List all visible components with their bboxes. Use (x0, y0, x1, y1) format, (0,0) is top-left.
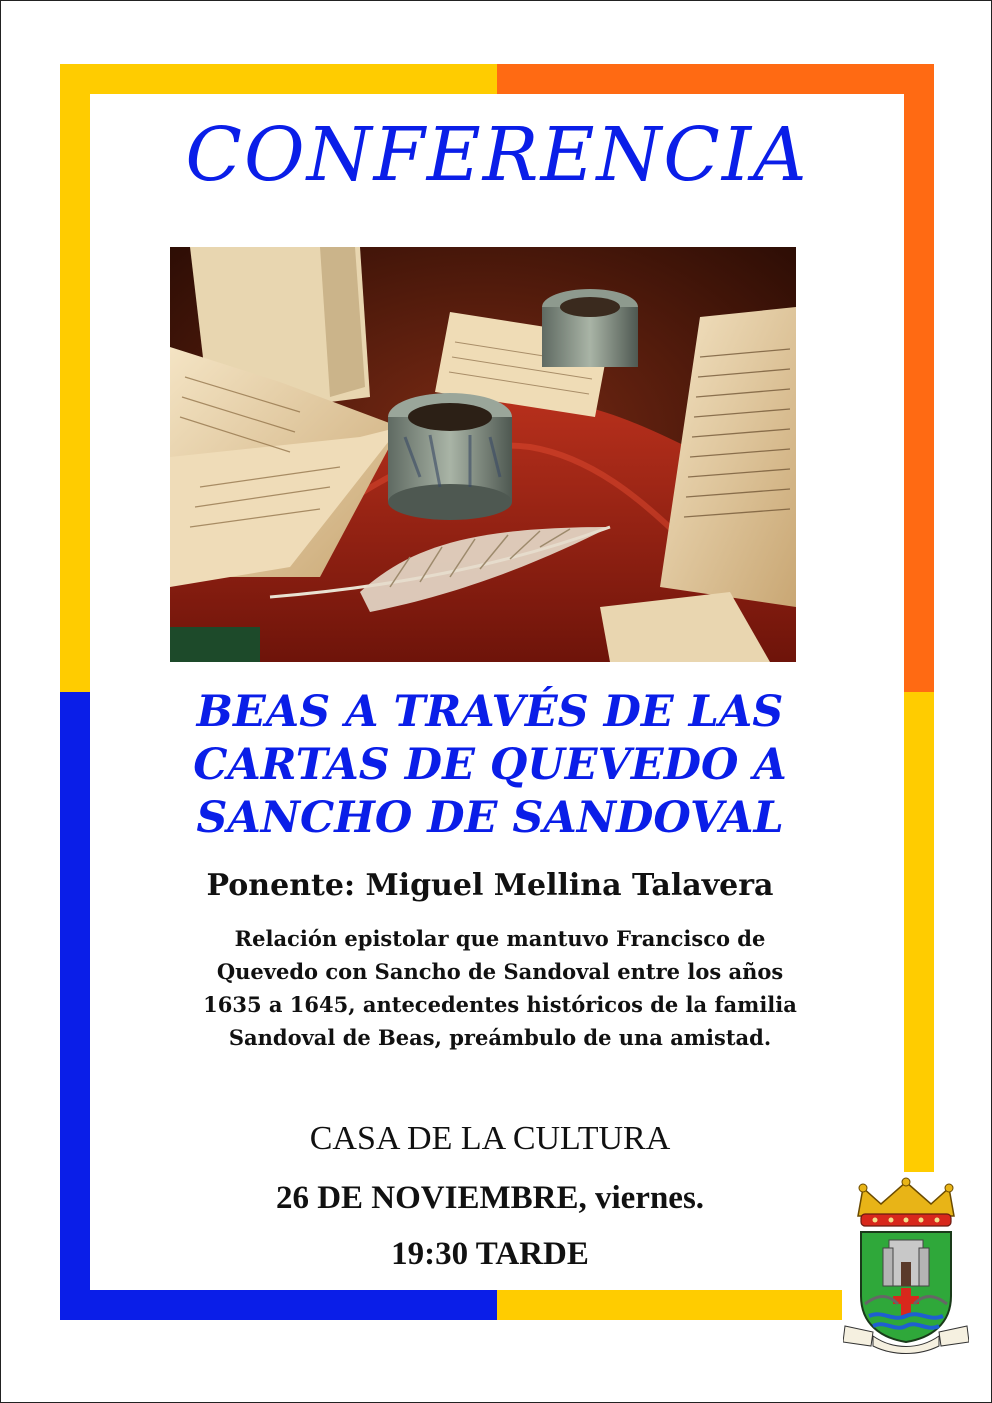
coat-of-arms-icon (843, 1176, 969, 1356)
description-line: 1635 a 1645, antecedentes históricos de la familia (203, 992, 797, 1017)
frame-bar-left-top (60, 64, 90, 692)
frame-bar-right-top (904, 64, 934, 692)
talk-title-line: BEAS A TRAVÉS DE LAS (196, 687, 784, 737)
frame-bar-bottom-right (497, 1290, 842, 1320)
venue: CASA DE LA CULTURA (309, 1120, 671, 1157)
frame-bar-bottom-left (60, 1290, 497, 1320)
talk-title-line: CARTAS DE QUEVEDO A (193, 740, 787, 790)
description (190, 922, 810, 1054)
frame-bar-top-right (497, 64, 934, 94)
frame-bar-left-bottom (60, 692, 90, 1320)
frame-bar-right-bottom (904, 692, 934, 1172)
talk-title-line: SANCHO DE SANDOVAL (196, 793, 784, 843)
talk-title (140, 686, 840, 845)
description-line: Relación epistolar que mantuvo Francisco de (234, 926, 766, 951)
description-line: Sandoval de Beas, preámbulo de una amistad. (228, 1025, 772, 1050)
event-date: 26 DE NOVIEMBRE, viernes. (275, 1180, 705, 1216)
speaker-line: Ponente: Miguel Mellina Talavera (206, 868, 774, 903)
headline: CONFERENCIA (185, 112, 809, 198)
event-photo (170, 247, 796, 662)
event-time: 19:30 TARDE (391, 1236, 589, 1272)
frame-bar-top-left (60, 64, 497, 94)
description-line: Quevedo con Sancho de Sandoval entre los años (216, 959, 784, 984)
